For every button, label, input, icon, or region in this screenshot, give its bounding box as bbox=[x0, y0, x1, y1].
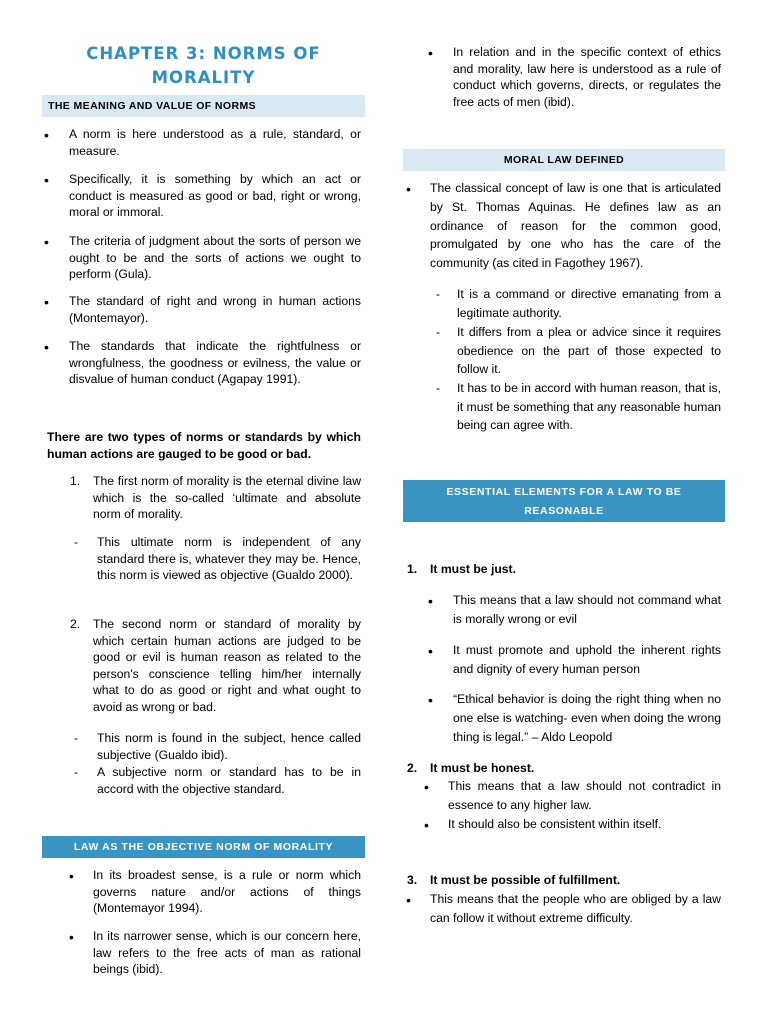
bullet-icon: • bbox=[44, 294, 49, 310]
bullet-icon: • bbox=[406, 892, 411, 908]
bullet-icon: • bbox=[428, 643, 433, 659]
meaning-bullet-2: Specifically, it is something by which an act or conduct is measured as good or bad, right or wrong, moral or immoral. bbox=[69, 172, 361, 219]
meaning-bullet-3: The criteria of judgment about the sorts of person we ought to be and the sorts of actions we ought to perform (Gula). bbox=[69, 234, 361, 281]
bullet-icon: • bbox=[428, 593, 433, 609]
section-heading-law bbox=[42, 836, 365, 858]
bullet-icon: • bbox=[428, 45, 433, 61]
chapter-title-line-1: CHAPTER 3: NORMS OF bbox=[86, 44, 321, 63]
law-bullet-1: In its broadest sense, is a rule or norm which governs nature and/or actions of things (Montemayor 1994). bbox=[93, 868, 361, 915]
bullet-icon: • bbox=[69, 929, 74, 945]
bullet-icon: • bbox=[428, 692, 433, 708]
element-1-bullet-2: It must promote and uphold the inherent rights and dignity of every human person bbox=[453, 643, 721, 676]
element-1-title: It must be just. bbox=[430, 562, 516, 576]
section-heading-moral-law-text: MORAL LAW DEFINED bbox=[503, 154, 625, 166]
bullet-icon: • bbox=[406, 181, 411, 197]
element-3-title: It must be possible of fulfillment. bbox=[430, 873, 621, 887]
meaning-bullet-1: A norm is here understood as a rule, standard, or measure. bbox=[69, 127, 361, 158]
section-heading-meaning-text: THE MEANING AND VALUE OF NORMS bbox=[48, 100, 256, 112]
moral-law-dash-3: It has to be in accord with human reason, that is, it must be something that any reasonable human being can agree with. bbox=[457, 381, 721, 432]
element-2-title: It must be honest. bbox=[430, 761, 535, 775]
norm-type-2-sub-2: A subjective norm or standard has to be in accord with the objective standard. bbox=[97, 765, 361, 796]
meaning-bullet-5: The standards that indicate the rightfulness or wrongfulness, the goodness or evilness, the value or disvalue of human conduct (Agapay 1991). bbox=[69, 339, 361, 386]
element-2-number: 2. bbox=[407, 761, 418, 775]
chapter-title-line-2: MORALITY bbox=[151, 68, 256, 87]
dash-icon: - bbox=[436, 287, 441, 301]
norm-type-2-text: The second norm or standard of morality by which certain human actions are judged to be good or evil is human reason as related to the person's conscience telling him/her internally what to do as good or right and what ought to avoid as wrong or bad. bbox=[93, 617, 361, 714]
section-heading-elements-line-2: REASONABLE bbox=[524, 504, 604, 517]
element-2-bullet-2: It should also be consistent within itself. bbox=[448, 817, 662, 831]
norm-type-2-number: 2. bbox=[70, 617, 81, 631]
bullet-icon: • bbox=[69, 868, 74, 884]
norm-type-1-sub-1: This ultimate norm is independent of any standard there is, whatever they may be. Hence, this norm is viewed as objective (Gualdo 2000). bbox=[97, 535, 361, 582]
section-heading-elements bbox=[403, 480, 725, 522]
section-heading-elements-line-1: ESSENTIAL ELEMENTS FOR A LAW TO BE bbox=[446, 486, 682, 498]
bullet-icon: • bbox=[44, 339, 49, 355]
element-2-bullet-1: This means that a law should not contradict in essence to any higher law. bbox=[448, 779, 721, 812]
bullet-icon: • bbox=[424, 779, 429, 795]
norm-type-1-number: 1. bbox=[70, 474, 81, 488]
moral-law-definition: The classical concept of law is one that is articulated by St. Thomas Aquinas. He defines law as an ordinance of reason for the common good, promulgated by one who has the care of the community (as cited in Fagothey 1967). bbox=[430, 181, 721, 271]
types-intro: There are two types of norms or standards by which human actions are gauged to be good or bad. bbox=[47, 430, 361, 461]
moral-law-dash-1: It is a command or directive emanating from a legitimate authority. bbox=[457, 287, 721, 320]
section-heading-meaning bbox=[42, 95, 365, 117]
dash-icon: - bbox=[74, 535, 79, 549]
bullet-icon: • bbox=[424, 817, 429, 833]
dash-icon: - bbox=[436, 325, 441, 339]
law-bullet-2: In its narrower sense, which is our concern here, law refers to the free acts of man as rational beings (ibid). bbox=[93, 929, 361, 976]
element-1-number: 1. bbox=[407, 562, 418, 576]
dash-icon: - bbox=[74, 765, 79, 779]
dash-icon: - bbox=[436, 381, 441, 395]
section-heading-law-text: LAW AS THE OBJECTIVE NORM OF MORALITY bbox=[73, 841, 334, 853]
norm-type-2-sub-1: This norm is found in the subject, hence called subjective (Gualdo ibid). bbox=[97, 731, 361, 762]
dash-icon: - bbox=[74, 731, 79, 745]
element-1-bullet-1: This means that a law should not command what is morally wrong or evil bbox=[453, 593, 721, 626]
bullet-icon: • bbox=[44, 172, 49, 188]
element-1-bullet-3: “Ethical behavior is doing the right thing when no one else is watching- even when doing the wrong thing is legal.” – Aldo Leopold bbox=[453, 692, 721, 744]
law-bullet-3: In relation and in the specific context of ethics and morality, law here is understood as a rule of conduct which governs, directs, or regulates the free acts of men (ibid). bbox=[453, 45, 721, 109]
chapter-title bbox=[42, 42, 365, 90]
moral-law-dash-2: It differs from a plea or advice since it requires obedience on the part of those expected to follow it. bbox=[457, 325, 721, 376]
bullet-icon: • bbox=[44, 234, 49, 250]
meaning-bullet-4: The standard of right and wrong in human actions (Montemayor). bbox=[69, 294, 361, 325]
element-3-number: 3. bbox=[407, 873, 418, 887]
norm-type-1-text: The first norm of morality is the eternal divine law which is the so-called ‘ultimate and absolute norm of morality. bbox=[93, 474, 361, 521]
bullet-icon: • bbox=[44, 127, 49, 143]
element-3-bullet-1: This means that the people who are obliged by a law can follow it without extreme difficulty. bbox=[430, 892, 721, 925]
section-heading-moral-law bbox=[403, 149, 725, 171]
